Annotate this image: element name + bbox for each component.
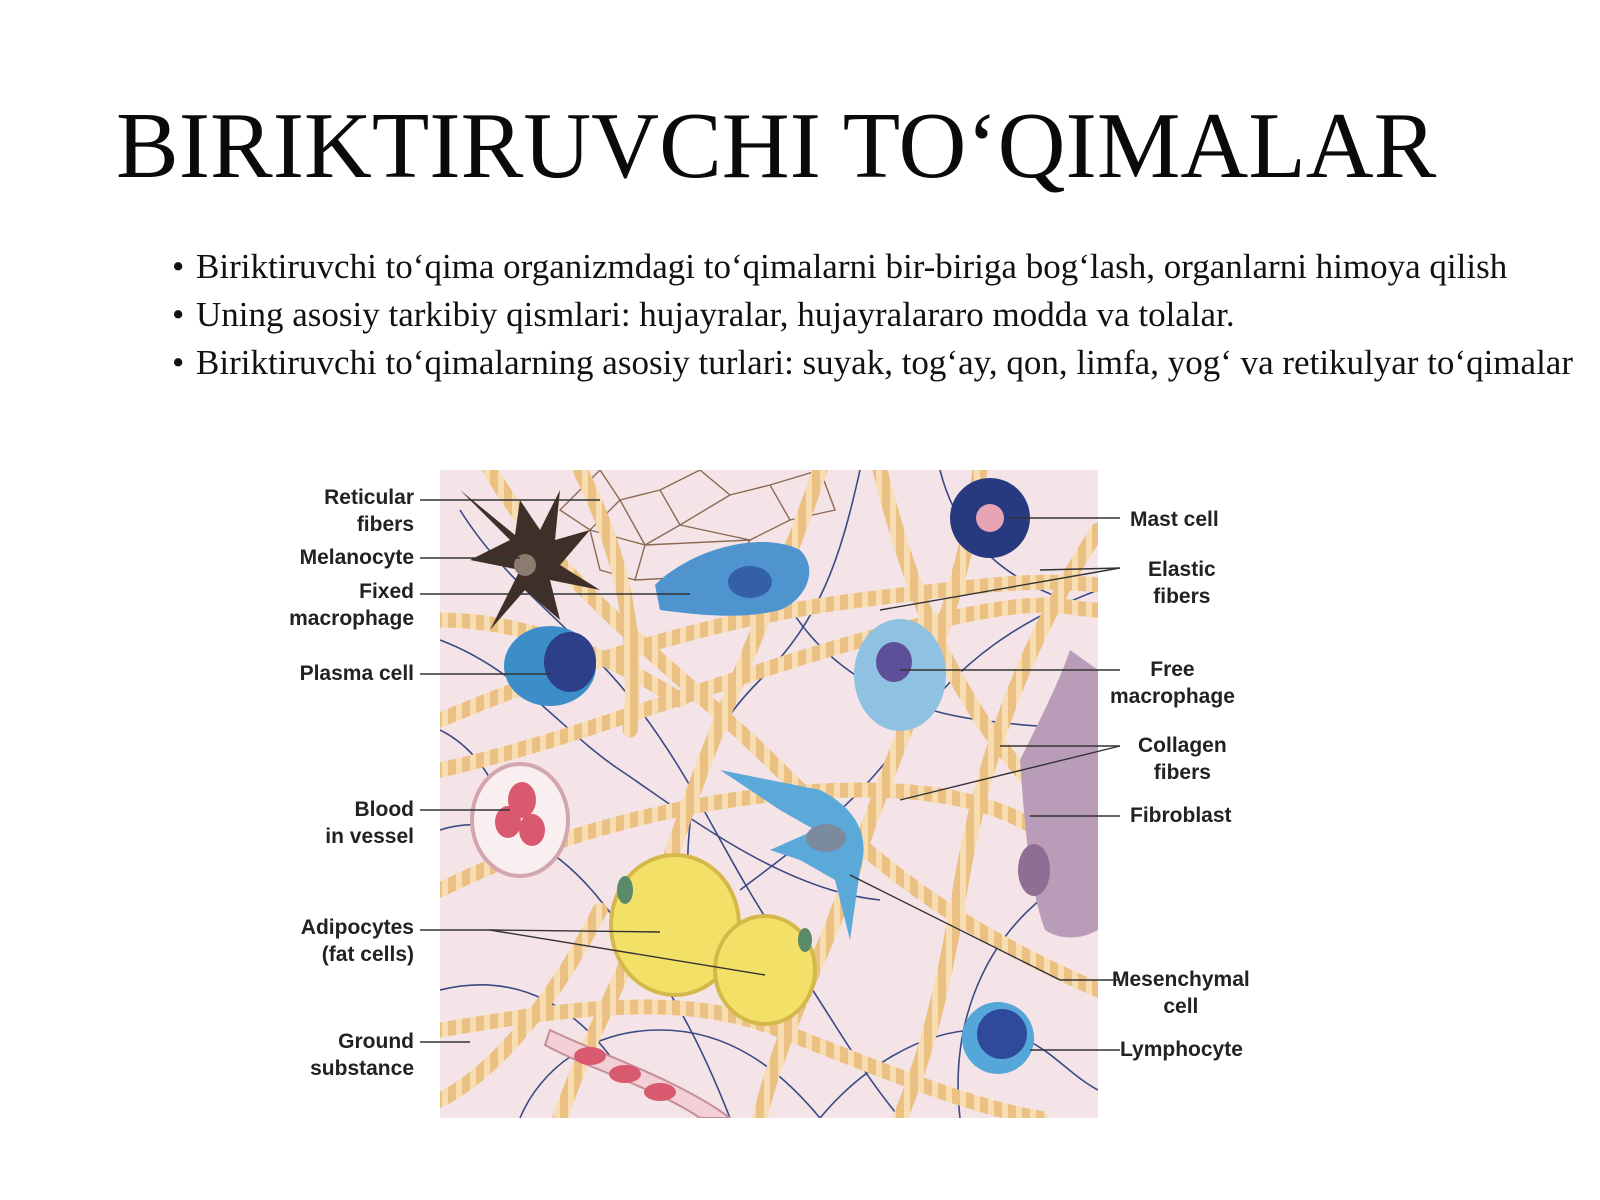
bullet-dot: • bbox=[172, 343, 185, 382]
bullet-item bbox=[172, 291, 1600, 339]
bullet-dot: • bbox=[172, 295, 185, 334]
label-reticular-fibers: Reticular fibers bbox=[324, 486, 414, 536]
label-lymphocyte: Lymphocyte bbox=[1120, 1038, 1243, 1061]
label-fixed-macrophage: Fixed macrophage bbox=[289, 580, 414, 630]
bullet-item bbox=[172, 243, 1600, 291]
label-adipocytes: Adipocytes (fat cells) bbox=[300, 916, 414, 966]
plasma-cell bbox=[504, 626, 596, 706]
bullet-item bbox=[172, 339, 1600, 387]
bullet-text: Biriktiruvchi to‘qimalarning asosiy turlari: suyak, tog‘ay, qon, limfa, yog‘ va retikulyar to‘qimalar bbox=[196, 343, 1573, 382]
label-plasma-cell: Plasma cell bbox=[299, 662, 414, 685]
bullet-list bbox=[172, 243, 1600, 387]
lymphocyte bbox=[962, 1002, 1034, 1074]
bullet-text: Biriktiruvchi to‘qima organizmdagi to‘qimalarni bir-biriga bog‘lash, organlarni himoya qilish bbox=[196, 247, 1508, 286]
label-fibroblast: Fibroblast bbox=[1130, 804, 1232, 827]
label-free-macrophage: Free macrophage bbox=[1110, 658, 1235, 708]
slide-title: BIRIKTIRUVCHI TO‘QIMALAR bbox=[116, 94, 1437, 198]
label-mesenchymal-cell: Mesenchymal cell bbox=[1112, 968, 1250, 1018]
label-melanocyte: Melanocyte bbox=[299, 546, 414, 569]
connective-tissue-figure bbox=[260, 470, 1320, 1150]
label-elastic-fibers: Elastic fibers bbox=[1148, 558, 1216, 608]
free-macrophage bbox=[854, 619, 946, 731]
label-ground-substance: Ground substance bbox=[310, 1030, 414, 1080]
blood-vessel bbox=[472, 764, 568, 876]
bullet-dot: • bbox=[172, 247, 185, 286]
label-mast-cell: Mast cell bbox=[1130, 508, 1219, 531]
bullet-text: Uning asosiy tarkibiy qismlari: hujayralar, hujayralararo modda va tolalar. bbox=[196, 295, 1235, 334]
label-blood-in-vessel: Blood in vessel bbox=[325, 798, 414, 848]
label-collagen-fibers: Collagen fibers bbox=[1138, 734, 1227, 784]
